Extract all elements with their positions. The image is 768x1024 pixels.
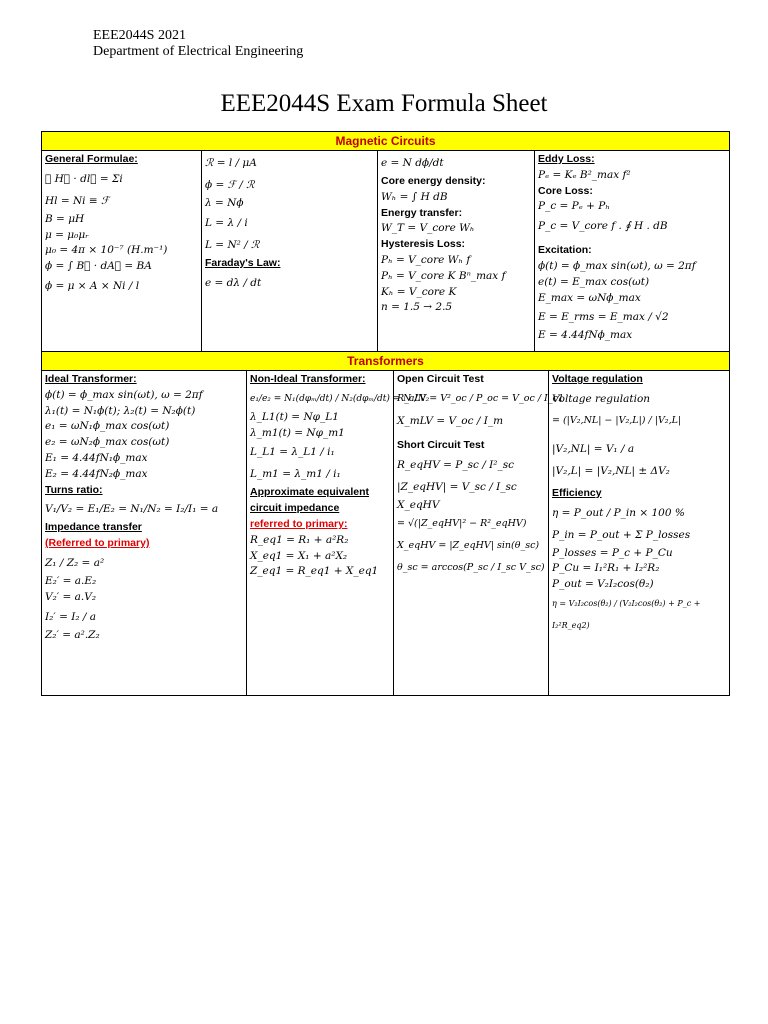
formula-line: L_m1 = λ_m1 / i₁ bbox=[250, 468, 341, 481]
formula-line: V₁/V₂ = E₁/E₂ = N₁/N₂ = I₂/I₁ = a bbox=[45, 503, 219, 516]
general-formulae-column bbox=[42, 151, 202, 352]
formula-line: X_mLV = V_oc / I_m bbox=[397, 414, 504, 427]
formula-line: E₂′ = a.E₂ bbox=[45, 574, 97, 587]
section-band-magnetic: Magnetic Circuits bbox=[42, 132, 729, 151]
formula-line: E_max = ωNϕ_max bbox=[538, 291, 641, 304]
ideal-transformer-column bbox=[42, 371, 247, 695]
formula-line: ϕ = ∫ B⃗ · dA⃗ = BA bbox=[45, 260, 152, 273]
column-heading: Voltage regulation bbox=[552, 373, 643, 385]
formula-line: Z₁ / Z₂ = a² bbox=[45, 556, 105, 569]
formula-line: L_L1 = λ_L1 / i₁ bbox=[250, 446, 335, 459]
column-heading: Core Loss: bbox=[538, 184, 593, 197]
formula-line: E₂ = 4.44fN₂ϕ_max bbox=[45, 467, 148, 480]
formula-line: P_out = V₂I₂cos(θ₂) bbox=[552, 578, 654, 591]
formula-line: Pₕ = V_core Wₕ f bbox=[381, 253, 471, 266]
page-title: EEE2044S Exam Formula Sheet bbox=[220, 90, 548, 117]
course-code: EEE2044S 2021 bbox=[93, 28, 186, 43]
formula-line: Z_eq1 = R_eq1 + X_eq1 bbox=[250, 565, 379, 578]
formula-line: L = λ / i bbox=[205, 216, 248, 229]
formula-line: = √(|Z_eqHV|² − R²_eqHV) bbox=[397, 518, 527, 530]
formula-line: λ_L1(t) = Nφ_L1 bbox=[250, 410, 339, 423]
formula-line: ϕ(t) = ϕ_max sin(ωt), ω = 2πf bbox=[45, 388, 203, 401]
column-heading: Eddy Loss: bbox=[538, 153, 595, 165]
column-heading: Impedance transfer bbox=[45, 521, 142, 534]
formula-line: P_losses = P_c + P_Cu bbox=[552, 546, 673, 559]
formula-line: Wₕ = ∫ H dB bbox=[381, 190, 448, 203]
formula-line: E₁ = 4.44fN₁ϕ_max bbox=[45, 451, 148, 464]
formula-line: Pₕ = V_core K Bⁿ_max f bbox=[381, 269, 506, 282]
formula-line: e(t) = E_max cos(ωt) bbox=[538, 275, 650, 288]
formula-line: Z₂′ = a².Z₂ bbox=[45, 628, 100, 641]
formula-line: P_in = P_out + Σ P_losses bbox=[552, 528, 691, 541]
formula-line: |V₂,NL| = V₁ / a bbox=[552, 442, 635, 455]
column-heading: Ideal Transformer: bbox=[45, 373, 137, 385]
formula-line: e₁ = ωN₁ϕ_max cos(ωt) bbox=[45, 420, 170, 433]
formula-line: Kₕ = V_core K bbox=[381, 285, 457, 298]
column-heading: Excitation: bbox=[538, 244, 592, 257]
section-band-transformers: Transformers bbox=[42, 352, 729, 371]
formula-line: X_eq1 = X₁ + a²X₂ bbox=[250, 549, 348, 562]
formula-line: n = 1.5 → 2.5 bbox=[381, 301, 453, 314]
formula-line: W_T = V_core Wₕ bbox=[381, 222, 475, 235]
regulation-efficiency-column bbox=[549, 371, 729, 695]
column-heading: Core energy density: bbox=[381, 175, 486, 187]
formula-line: ϕ = μ × A × Ni / l bbox=[45, 279, 140, 292]
formula-line: P_c = Pₑ + Pₕ bbox=[538, 200, 610, 213]
column-heading: General Formulae: bbox=[45, 153, 138, 165]
formula-line: θ_sc = arccos(P_sc / I_sc V_sc) bbox=[397, 562, 545, 574]
formula-line: e = N dϕ/dt bbox=[381, 157, 444, 169]
formula-line: P_c = V_core f . ∮ H . dB bbox=[538, 220, 668, 233]
formula-line: η = P_out / P_in × 100 % bbox=[552, 506, 685, 519]
column-heading: Short Circuit Test bbox=[397, 438, 485, 451]
formula-line: = (|V₂,NL| − |V₂,L|) / |V₂,L| bbox=[552, 414, 682, 426]
reluctance-column bbox=[202, 151, 378, 352]
formula-line: P_Cu = I₁²R₁ + I₂²R₂ bbox=[552, 562, 660, 575]
column-heading: Efficiency bbox=[552, 486, 602, 499]
column-heading: Non-Ideal Transformer: bbox=[250, 373, 366, 385]
formula-line: Hl = Ni ≡ ℱ bbox=[45, 194, 110, 207]
formula-line: ϕ(t) = ϕ_max sin(ωt), ω = 2πf bbox=[538, 259, 696, 272]
formula-line: V₂′ = a.V₂ bbox=[45, 590, 97, 603]
formula-line: λ_m1(t) = Nφ_m1 bbox=[250, 426, 345, 439]
referred-note: referred to primary: bbox=[250, 517, 348, 530]
magnetic-circuits-section bbox=[41, 131, 730, 353]
column-heading: Faraday's Law: bbox=[205, 256, 281, 269]
formula-line: Voltage regulation bbox=[552, 392, 651, 405]
formula-line: E = E_rms = E_max / √2 bbox=[538, 311, 669, 324]
formula-line: E = 4.44fNϕ_max bbox=[538, 329, 633, 342]
formula-line: X_eqHV = |Z_eqHV| sin(θ_sc) bbox=[397, 540, 540, 552]
formula-line: λ = Nϕ bbox=[205, 197, 244, 209]
referred-note: (Referred to primary) bbox=[45, 537, 150, 550]
formula-line: R_eq1 = R₁ + a²R₂ bbox=[250, 533, 349, 546]
formula-line: μ₀ = 4π × 10⁻⁷ (H.m⁻¹) bbox=[45, 244, 168, 257]
formula-line: e₂ = ωN₂ϕ_max cos(ωt) bbox=[45, 436, 170, 449]
column-heading: Turns ratio: bbox=[45, 483, 103, 496]
core-energy-column bbox=[378, 151, 535, 352]
formula-line: |Z_eqHV| = V_sc / I_sc bbox=[397, 480, 517, 493]
formula-line: μ = μ₀μᵣ bbox=[45, 228, 89, 241]
department-name: Department of Electrical Engineering bbox=[93, 44, 304, 59]
column-heading: Energy transfer: bbox=[381, 206, 463, 219]
transformers-section bbox=[41, 351, 730, 696]
formula-line: ϕ = ℱ / ℛ bbox=[205, 179, 255, 191]
core-loss-column bbox=[535, 151, 729, 352]
formula-line: λ₁(t) = N₁ϕ(t); λ₂(t) = N₂ϕ(t) bbox=[45, 404, 196, 417]
formula-line: R_cLV = V²_oc / P_oc = V_oc / I_c1 bbox=[397, 392, 564, 404]
formula-line: ∮ H⃗ · dl⃗ = Σi bbox=[45, 172, 123, 185]
formula-line: η = V₂I₂cos(θ₂) / (V₂I₂cos(θ₂) + P_c + I₂²R_eq2) bbox=[552, 598, 701, 630]
formula-line: Pₑ = Kₑ B²_max f² bbox=[538, 168, 631, 181]
formula-line: R_eqHV = P_sc / I²_sc bbox=[397, 458, 514, 471]
formula-line: L = N² / ℛ bbox=[205, 238, 260, 251]
formula-line: e₁/e₂ = N₁(dφₘ/dt) / N₂(dφₘ/dt) = N₁/N₂ bbox=[250, 393, 430, 404]
test-column bbox=[394, 371, 564, 695]
formula-line: I₂′ = I₂ / a bbox=[45, 610, 97, 623]
formula-line: e = dλ / dt bbox=[205, 276, 262, 289]
formula-line: |V₂,L| = |V₂,NL| ± ΔV₂ bbox=[552, 464, 670, 477]
formula-line: B = μH bbox=[45, 212, 85, 225]
formula-line: X_eqHV bbox=[397, 498, 440, 511]
column-heading: Hysteresis Loss: bbox=[381, 238, 466, 251]
formula-line: ℛ = l / μA bbox=[205, 157, 257, 169]
column-heading: Open Circuit Test bbox=[397, 373, 484, 385]
column-heading: Approximate equivalent circuit impedance bbox=[250, 486, 370, 515]
